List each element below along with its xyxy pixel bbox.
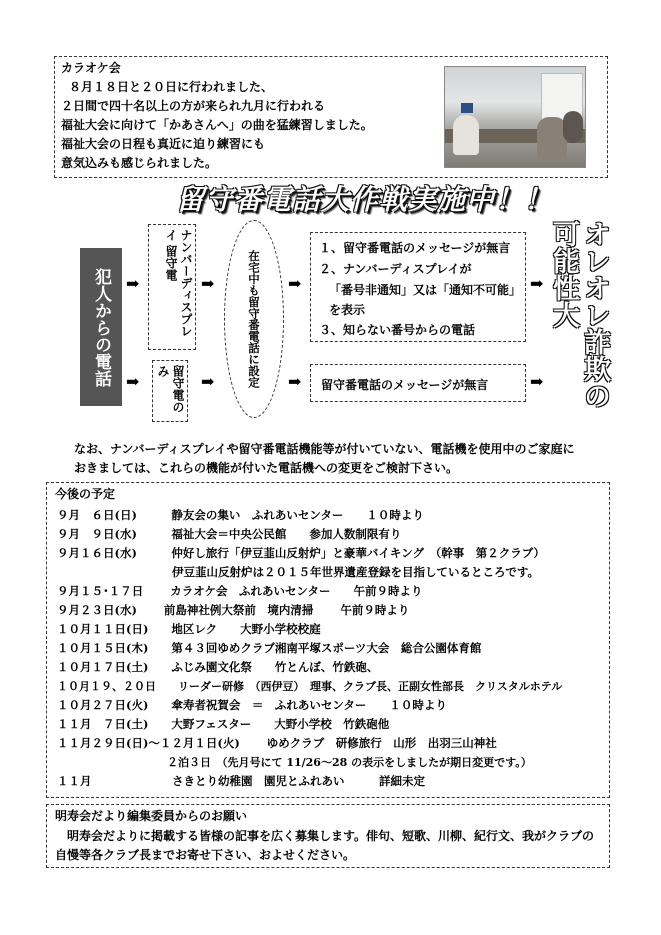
condition-line: ２、ナンバーディスプレイが: [319, 262, 472, 276]
note-line: なお、ナンバーディスプレイや留守番電話機能等が付いていない、電話機を使用中のご家庭に: [74, 442, 575, 456]
karaoke-line: 意気込みも感じられました。: [61, 156, 218, 170]
arrow-icon: ➡: [126, 372, 140, 391]
schedule-row: １１月２９日(日)～１２月１日(火) ゆめクラブ 研修旅行 山形 出羽三山神社: [57, 736, 497, 750]
editorial-section: [46, 804, 610, 868]
schedule-row: ２泊３日 （先月号にて 11/26～28 の表示をしましたが期日変更です。）: [57, 756, 532, 769]
note-line: おきましては、これらの機能が付いた電話機への変更をご検討下さい。: [74, 461, 459, 475]
schedule-row: 伊豆韮山反射炉は２０１５年世界遺産登録を目指しているところです。: [57, 565, 539, 579]
condition-line: 留守番電話のメッセージが無言: [321, 378, 489, 392]
condition-line: ３、知らない番号からの電話: [319, 323, 476, 337]
schedule-heading: 今後の予定: [55, 487, 116, 501]
condition-line: １、留守番電話のメッセージが無言: [319, 241, 511, 255]
karaoke-heading: カラオケ会: [61, 61, 121, 75]
schedule-row: １０月１５日(木) 第４３回ゆめクラブ湘南平塚スポーツ大会 総合公園体育館: [57, 641, 482, 655]
arrow-icon: ➡: [530, 274, 544, 293]
editorial-line: 自慢等各クラブ長までお寄せ下さい、およせください。: [55, 848, 356, 862]
karaoke-line: ８月１８日と２０日に行われました、: [69, 80, 274, 94]
schedule-row: １０月１７日(土) ふじみ園文化祭 竹とんぼ、竹鉄砲、: [57, 660, 379, 674]
schedule-row: ９月 ９日(水) 福祉大会＝中央公民館 参加人数制限有り: [57, 527, 402, 541]
karaoke-line: 福祉大会に向けて「かあさんへ」の曲を猛練習しました。: [61, 118, 373, 132]
flow-box-answering-only: 留守電のみ: [152, 360, 188, 422]
flow-oval: 在宅中も留守番電話に設定: [224, 220, 284, 418]
arrow-icon: ➡: [288, 372, 302, 391]
arrow-icon: ➡: [530, 372, 544, 391]
schedule-row: ９月 ６日(日) 静友会の集い ふれあいセンター １０時より: [57, 508, 424, 522]
flow-source: 犯人からの電話: [80, 248, 122, 406]
arrow-icon: ➡: [201, 372, 215, 391]
schedule-row: ９月１６日(水) 仲好し旅行「伊豆韮山反射炉」と豪華バイキング （幹事 第２クラブ）: [57, 546, 545, 560]
karaoke-line: ２日間で四十名以上の方が来られ九月に行われる: [61, 99, 326, 113]
schedule-row: ９月１５･１７日 カラオケ会 ふれあいセンター 午前９時より: [57, 584, 423, 598]
arrow-icon: ➡: [201, 274, 215, 293]
condition-line: 「番号非通知」又は「通知不可能」: [329, 283, 522, 297]
condition-line: を表示: [329, 303, 366, 317]
note-section: [74, 440, 614, 478]
schedule-section: [46, 482, 610, 798]
schedule-row: １１月 さきとり幼稚園 園児とふれあい 詳細未定: [57, 774, 425, 788]
campaign-banner: 留守番電話大作戦実施中！！: [176, 183, 554, 216]
schedule-row: １０月１１日(日) 地区レク 大野小学校校庭: [57, 622, 321, 636]
schedule-row: ９月２３日(水) 前島神社例大祭前 境内清掃 午前９時より: [57, 603, 410, 617]
arrow-icon: ➡: [288, 274, 302, 293]
schedule-row: １０月１９、２０日 リーダー研修 （西伊豆） 理事、クラブ長、正副女性部長 クリスタルホテル: [57, 680, 563, 693]
editorial-heading: 明寿会だより編集委員からのお願い: [55, 809, 248, 823]
flow-result: オレオレ詐欺の可能性大: [548, 220, 610, 409]
flow-condition-bottom: [310, 364, 526, 402]
schedule-row: １０月２７日(火) 傘寿者祝賀会 ＝ ふれあいセンター １０時より: [57, 698, 447, 712]
karaoke-photo: [444, 66, 586, 168]
arrow-icon: ➡: [126, 274, 140, 293]
schedule-row: １１月 ７日(土) 大野フェスター 大野小学校 竹鉄砲他: [57, 717, 390, 731]
editorial-line: 明寿会だよりに掲載する皆様の記事を広く募集します。俳句、短歌、川柳、紀行文、我がクラブの: [67, 829, 595, 843]
flow-conditions-top: [310, 232, 526, 342]
flow-box-numberdisplay: ナンバーディスプレイ 留守電: [148, 224, 196, 350]
karaoke-line: 福祉大会の日程も真近に迫り練習にも: [61, 137, 266, 151]
